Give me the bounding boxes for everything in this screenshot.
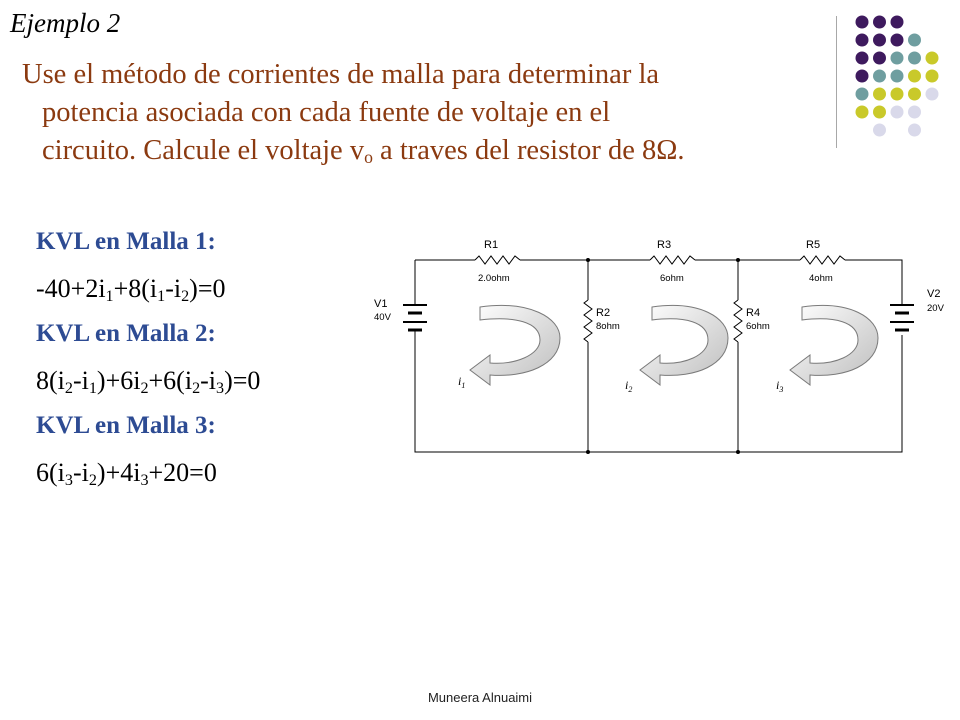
r1-name-label: R1 [484, 239, 499, 251]
kvl-heading-mesh-3: KVL en Malla 3: [36, 412, 216, 439]
kvl-equation-mesh-1: $-40+2i_1+8(i_1-i_2)=0$ [36, 274, 226, 305]
vo-subscript: o [364, 147, 373, 167]
r3-name-label: R3 [657, 239, 672, 251]
r5-value-label: 4ohm [809, 273, 833, 284]
decorative-dot [873, 16, 886, 29]
decorative-dot [891, 34, 904, 47]
decorative-dot [891, 16, 904, 29]
resistor-r3-icon [650, 256, 695, 264]
resistor-r1-icon [475, 256, 520, 264]
decorative-dot [856, 34, 869, 47]
decorative-dot [856, 16, 869, 29]
battery-v2-icon [890, 305, 914, 330]
r3-value-label: 6ohm [660, 273, 684, 284]
r2-value-label: 8ohm [596, 321, 620, 332]
decorative-dot [926, 88, 939, 101]
kvl-equation-mesh-2: $8(i_2-i_1)+6i_2+6(i_2-i_3)=0$ [36, 366, 261, 397]
problem-line-2: potencia asociada con cada fuente de voltaje en el [42, 97, 611, 128]
r2-name-label: R2 [596, 307, 611, 319]
resistor-r4-icon [734, 300, 742, 342]
decorative-dot [926, 70, 939, 83]
resistor-r2-icon [584, 300, 592, 342]
mesh-arrow-2-icon [640, 305, 728, 385]
v2-value-label: 20V [927, 303, 944, 314]
footer-author: Muneera Alnuaimi [427, 690, 533, 705]
r5-name-label: R5 [806, 239, 821, 251]
v1-value-label: 40V [374, 312, 391, 323]
mesh-label-3: $i_3$ [776, 378, 784, 394]
problem-line-3b: a traves del resistor de 8Ω. [372, 135, 685, 166]
problem-statement [22, 56, 922, 176]
decorative-dot [926, 52, 939, 65]
mesh-label-2: $i_2$ [625, 378, 633, 394]
v1-name-label: V1 [374, 298, 388, 310]
mesh-arrow-1-icon [470, 305, 560, 385]
problem-line-3 [22, 132, 922, 176]
problem-line-1: Use el método de corrientes de malla para determinar la [22, 59, 660, 90]
r4-value-label: 6ohm [746, 321, 770, 332]
mesh-label-1: $i_1$ [458, 374, 466, 390]
circuit-diagram [360, 225, 960, 465]
kvl-heading-mesh-2: KVL en Malla 2: [36, 320, 216, 347]
resistor-r5-icon [800, 256, 845, 264]
slide-title: Ejemplo 2 [10, 8, 121, 38]
decorative-dot [873, 34, 886, 47]
kvl-equation-mesh-3: $6(i_3-i_2)+4i_3+20=0$ [36, 458, 217, 489]
mesh-arrow-3-icon [790, 305, 878, 385]
v2-name-label: V2 [927, 288, 941, 300]
r4-name-label: R4 [746, 307, 761, 319]
r1-value-label: 2.0ohm [478, 273, 510, 284]
battery-v1-icon [403, 300, 427, 335]
decorative-dot [908, 34, 921, 47]
kvl-heading-mesh-1: KVL en Malla 1: [36, 228, 216, 255]
problem-line-3a: circuito. Calcule el voltaje v [42, 135, 365, 166]
